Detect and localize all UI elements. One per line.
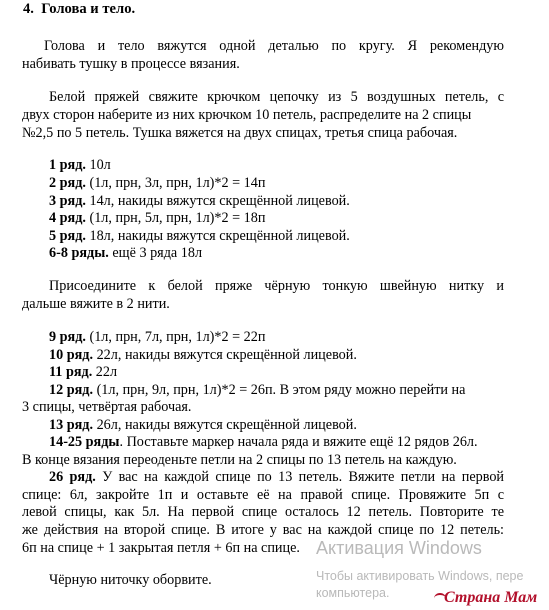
row-text: (1л, прн, 7л, прн, 1л)*2 = 22п	[85, 329, 266, 345]
row-line	[49, 416, 357, 434]
row-label: 14-25 ряды	[49, 434, 120, 450]
row-line	[49, 433, 478, 451]
row-label: 5 ряд.	[49, 228, 86, 244]
row-text: ещё 3 ряда 18л	[108, 245, 203, 261]
activation-watermark-line: Чтобы активировать Windows, пере	[316, 569, 524, 583]
row-text: . Поставьте маркер начала ряда и вяжите ещё 12 рядов 26л.	[119, 434, 478, 450]
join-line-1: Присоедините к белой пряже чёрную тонкую швейную нитку и	[49, 278, 504, 294]
row-label: 12 ряд.	[49, 382, 94, 398]
row-line	[22, 468, 504, 486]
row-line	[49, 381, 465, 399]
row-line	[49, 174, 265, 192]
row-label: 10 ряд.	[49, 347, 94, 363]
row-label: 6-8 ряды.	[49, 245, 109, 261]
row-label: 2 ряд.	[49, 175, 86, 191]
row26-continuation: левой спицы, как 5л. На первой спице осталось 12 петель. Повторите те	[22, 504, 504, 520]
row-line	[49, 227, 350, 245]
row26-continuation: спице: 6л, закройте 1п и оставьте её на правой спице. Провяжите 5п с	[22, 487, 504, 503]
intro-line-1: Голова и тело вяжутся одной деталью по кругу. Я рекомендую	[44, 38, 504, 54]
row14-continuation: В конце вязания переоденьте петли на 2 спицы по 13 петель на каждую.	[22, 452, 457, 468]
row12-continuation: 3 спицы, четвёртая рабочая.	[22, 399, 192, 415]
logo-text: Страна Мам	[444, 589, 538, 606]
intro-line-2: набивать тушку в процессе вязания.	[22, 56, 240, 72]
section-number: 4.	[23, 1, 34, 17]
start-line-3: №2,5 по 5 петель. Тушка вяжется на двух спицах, третья спица рабочая.	[22, 125, 458, 141]
row-text: (1л, прн, 5л, прн, 1л)*2 = 18п	[85, 210, 266, 226]
ending-line: Чёрную ниточку оборвите.	[49, 572, 212, 588]
row-line	[49, 244, 202, 262]
section-title: Голова и тело.	[41, 1, 136, 17]
row-label: 26 ряд.	[49, 469, 96, 485]
row-line	[49, 328, 265, 346]
row-label: 13 ряд.	[49, 417, 94, 433]
row-text: (1л, прн, 3л, прн, 1л)*2 = 14п	[85, 175, 266, 191]
logo-flourish-icon	[434, 593, 446, 604]
row-label: 11 ряд.	[49, 364, 93, 380]
activation-watermark-line: компьютера.	[316, 586, 390, 600]
row-text: 22л	[92, 364, 118, 380]
strana-mam-logo	[444, 587, 548, 608]
row-label: 4 ряд.	[49, 210, 86, 226]
row-line	[49, 346, 357, 364]
row-line	[49, 209, 265, 227]
row-text: 14л, накиды вяжутся скрещённой лицевой.	[85, 193, 350, 209]
row-text: 18л, накиды вяжутся скрещённой лицевой.	[85, 228, 350, 244]
row-line	[49, 363, 117, 381]
row-label: 9 ряд.	[49, 329, 86, 345]
section-heading	[23, 0, 135, 18]
row-label: 1 ряд.	[49, 157, 86, 173]
join-line-2: дальше вяжите в 2 нити.	[22, 296, 170, 312]
row-label: 3 ряд.	[49, 193, 86, 209]
row26-continuation: 6п на спице + 1 закрытая петля + 6п на спице.	[22, 540, 300, 556]
row-text: (1л, прн, 9л, прн, 1л)*2 = 26п. В этом ряду можно перейти на	[93, 382, 466, 398]
row-text: 22л, накиды вяжутся скрещённой лицевой.	[93, 347, 357, 363]
row-text: У вас на каждой спице по 13 петель. Вяжите петли на первой	[95, 469, 505, 485]
row26-continuation: же действия на второй спице. В итоге у вас на каждой спице по 12 петель:	[22, 522, 504, 538]
row-text: 26л, накиды вяжутся скрещённой лицевой.	[93, 417, 357, 433]
start-line-2: двух сторон наберите из них крючком 10 петель, распределите на 2 спицы	[22, 107, 472, 123]
row-text: 10л	[85, 157, 111, 173]
row-line	[49, 192, 350, 210]
start-line-1: Белой пряжей свяжите крючком цепочку из 5 воздушных петель, с	[49, 89, 504, 105]
activation-watermark-title: Активация Windows	[316, 538, 482, 558]
row-line	[49, 156, 111, 174]
